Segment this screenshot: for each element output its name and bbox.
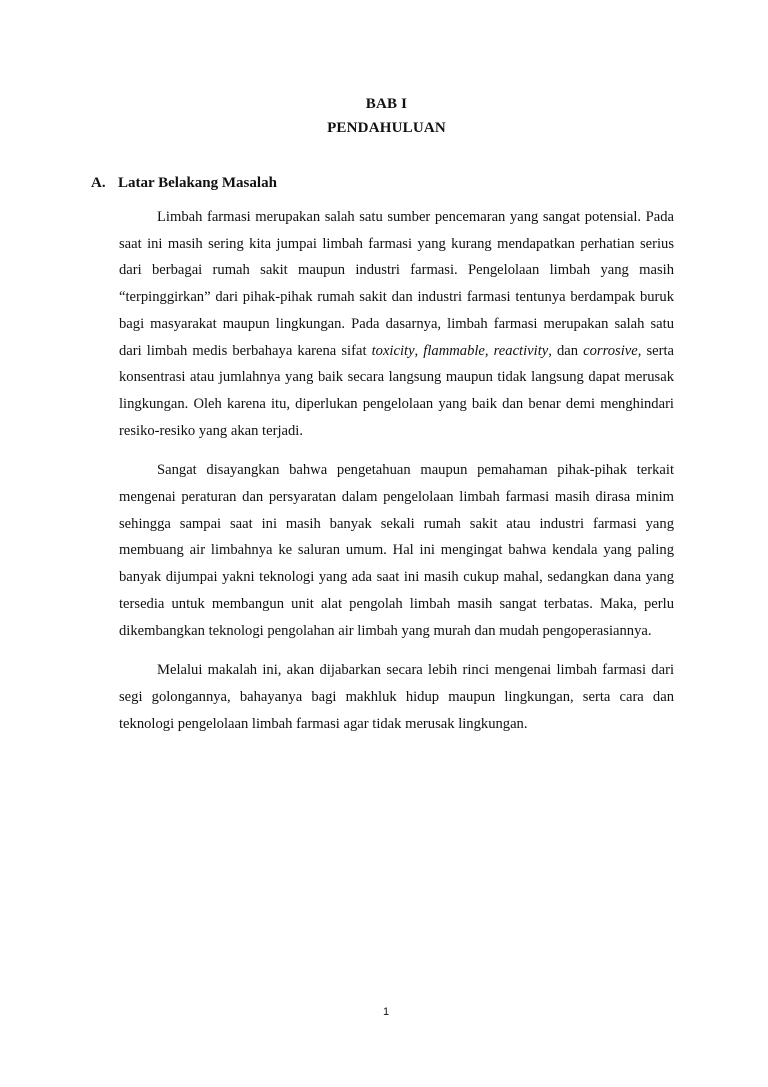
paragraph-3: Melalui makalah ini, akan dijabarkan secara lebih rinci mengenai limbah farmasi dari segi golongannya, bahayanya bagi makhluk hidup maupun lingkungan, serta cara dan teknologi pengelolaan limbah farmasi agar tidak merusak lingkungan. [119,662,674,732]
chapter-heading [0,92,768,140]
term-flammable: flammable [423,342,485,359]
term-toxicity: toxicity [371,342,415,359]
paragraph-1-text-c: , [484,342,494,359]
paragraph-1 [119,204,674,444]
paragraph-1-text-a: Limbah farmasi merupakan salah satu sumber pencemaran yang sangat potensial. Pada saat ini masih sering kita jumpai limbah farmasi yang kurang mendapatkan perhatian serius dari berbagai rumah sakit maupun industri farmasi. Pengelolaan limbah yang masih “terpinggirkan” dari pihak-pihak rumah sakit dan industri farmasi tentunya berdampak buruk bagi masyarakat maupun lingkungan. Pada dasarnya, limbah farmasi merupakan salah satu dari limbah medis berbahaya karena sifat [119,209,674,359]
paragraph-1-text-e: , serta konsentrasi atau jumlahnya yang baik secara langsung maupun tidak langsung dapat merusak lingkungan. Oleh karena itu, diperlukan pengelolaan yang baik dan benar demi menghindari resiko-resiko yang akan terjadi. [119,342,675,439]
paragraph-1-text-b: , [414,342,424,359]
paragraph-2: Sangat disayangkan bahwa pengetahuan maupun pemahaman pihak-pihak terkait mengenai peraturan dan persyaratan dalam pengelolaan limbah farmasi masih dirasa minim sehingga sampai saat ini masih banyak sekali rumah sakit atau industri farmasi yang membuang air limbahnya ke saluran umum. Hal ini mengingat bahwa kendala yang paling banyak dijumpai yakni teknologi yang ada saat ini masih cukup mahal, sedangkan dana yang tersedia untuk membangun unit alat pengolah limbah masih sangat terbatas. Maka, perlu dikembangkan teknologi pengolahan air limbah yang murah dan mudah pengoperasiannya. [119,462,674,639]
section-title: Latar Belakang Masalah [118,175,277,191]
term-corrosive: corrosive [583,342,638,359]
chapter-number: BAB I [365,96,408,112]
term-reactivity: reactivity [493,342,549,359]
paragraph-1-text-d: , dan [548,342,584,359]
body-text [119,204,674,750]
section-number: A. [91,175,106,191]
chapter-title: PENDAHULUAN [327,120,446,136]
section-heading [91,172,277,194]
page-number: 1 [382,1006,390,1018]
